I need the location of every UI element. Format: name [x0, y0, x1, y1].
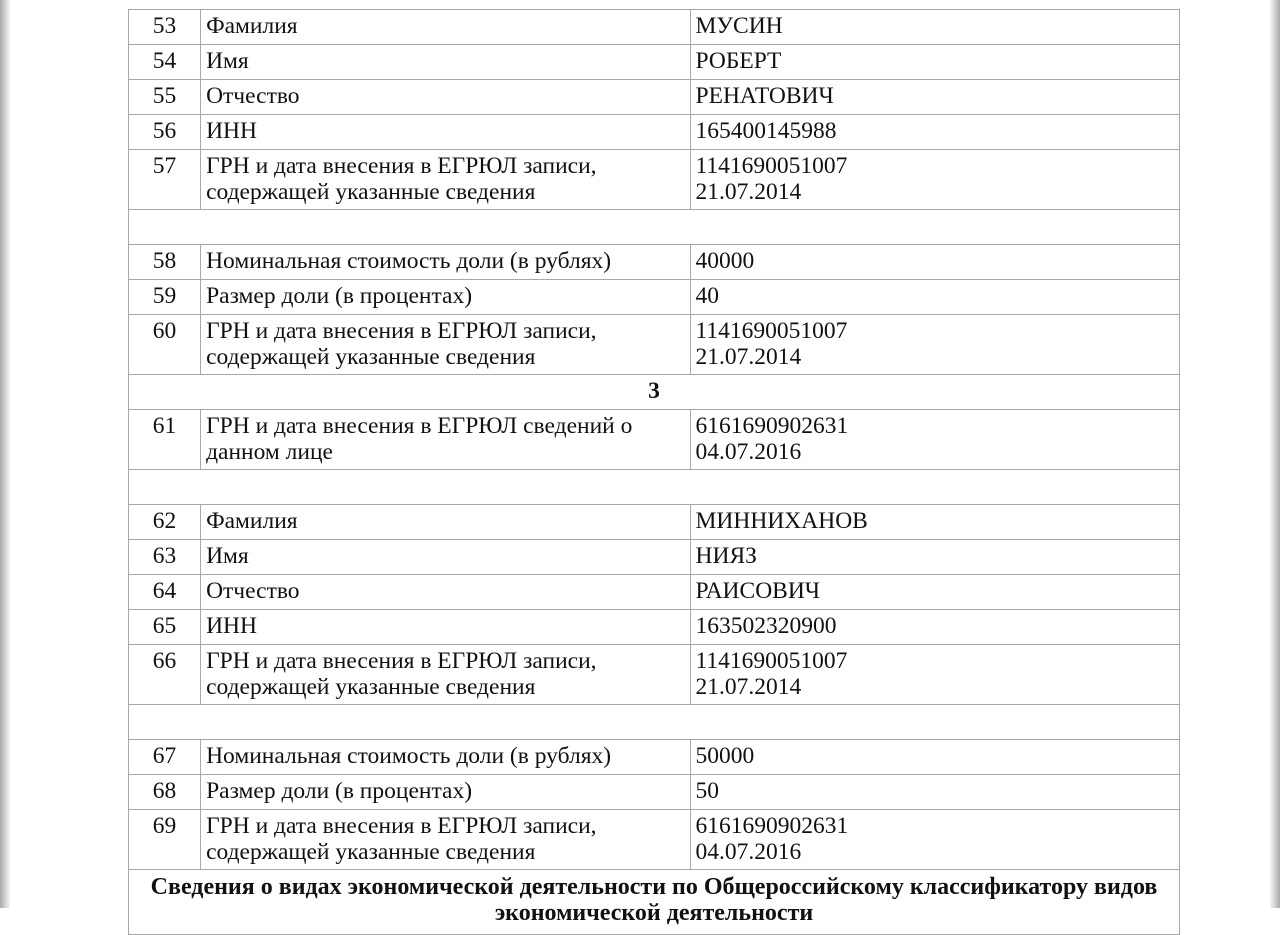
participant-group-header-row [129, 375, 1180, 410]
row-number-cell [129, 80, 201, 115]
field-value-line: 21.07.2014 [695, 674, 802, 700]
field-value [696, 10, 1176, 39]
field-name-cell [201, 115, 690, 150]
table-row [129, 540, 1180, 575]
field-value [696, 45, 1176, 74]
table-row [129, 245, 1180, 280]
field-value-cell [690, 315, 1179, 375]
row-number-cell [129, 775, 201, 810]
participant-group-number: 3 [648, 378, 660, 404]
field-value-cell [690, 610, 1179, 645]
field-value-cell [690, 410, 1179, 470]
field-value [696, 775, 1176, 804]
row-number-cell [129, 410, 201, 470]
table-row [129, 45, 1180, 80]
field-value-line: МУСИН [695, 13, 783, 39]
field-name: ИНН [206, 118, 257, 144]
field-name: ИНН [206, 613, 257, 639]
row-number-cell [129, 315, 201, 375]
row-number: 58 [152, 248, 177, 274]
field-value-cell [690, 645, 1179, 705]
table-row [129, 80, 1180, 115]
table-row [129, 505, 1180, 540]
page-edge-left [0, 0, 10, 908]
row-number: 65 [152, 613, 177, 639]
row-number: 59 [152, 283, 177, 309]
field-name-cell [201, 740, 690, 775]
row-number-cell [129, 10, 201, 45]
row-number: 64 [152, 578, 177, 604]
field-value-cell [690, 80, 1179, 115]
table-row [129, 775, 1180, 810]
row-number: 69 [152, 813, 177, 839]
field-value-cell [690, 10, 1179, 45]
field-value-cell [690, 115, 1179, 150]
row-number: 61 [152, 413, 177, 439]
field-value-line: 165400145988 [695, 118, 837, 144]
field-name-cell [201, 10, 690, 45]
field-value-cell [690, 740, 1179, 775]
field-name: Размер доли (в процентах) [206, 778, 473, 804]
field-name: Отчество [206, 83, 300, 109]
field-name-cell [201, 810, 690, 870]
egrul-extract-table [128, 9, 1180, 935]
row-number-cell [129, 610, 201, 645]
field-value-line: 40000 [695, 248, 755, 274]
table-row [129, 810, 1180, 870]
field-value-cell [690, 280, 1179, 315]
spacer-cell [129, 705, 1180, 740]
field-value-line: 04.07.2016 [695, 439, 802, 465]
field-name-cell [201, 245, 690, 280]
field-name-cell [201, 410, 690, 470]
field-value-line: РЕНАТОВИЧ [695, 83, 834, 109]
field-value-cell [690, 245, 1179, 280]
field-name: Фамилия [206, 508, 298, 534]
field-name-cell [201, 80, 690, 115]
field-name: ГРН и дата внесения в ЕГРЮЛ сведений о данном лице [206, 413, 633, 465]
row-number: 57 [152, 153, 177, 179]
spacer-cell [129, 210, 1180, 245]
field-value [696, 505, 1176, 534]
field-value-cell [690, 810, 1179, 870]
field-name: Номинальная стоимость доли (в рублях) [206, 743, 612, 769]
field-name: ГРН и дата внесения в ЕГРЮЛ записи, содержащей указанные сведения [206, 648, 597, 700]
field-name-cell [201, 645, 690, 705]
row-number: 62 [152, 508, 177, 534]
field-value [696, 740, 1176, 769]
field-value-line: РАИСОВИЧ [695, 578, 821, 604]
table-row [129, 115, 1180, 150]
field-value-line: 04.07.2016 [695, 839, 802, 865]
field-name-cell [201, 150, 690, 210]
row-number-cell [129, 810, 201, 870]
row-number-cell [129, 245, 201, 280]
field-name: Номинальная стоимость доли (в рублях) [206, 248, 612, 274]
field-value-cell [690, 575, 1179, 610]
participant-group-number-cell [129, 375, 1180, 410]
field-name: Фамилия [206, 13, 298, 39]
row-number-cell [129, 280, 201, 315]
field-value-line: 1141690051007 [695, 318, 848, 344]
field-name: Имя [206, 48, 249, 74]
section-heading-row [129, 870, 1180, 935]
field-value-line: 1141690051007 [695, 153, 848, 179]
row-number: 68 [152, 778, 177, 804]
field-name-cell [201, 315, 690, 375]
field-name: Размер доли (в процентах) [206, 283, 473, 309]
field-value-cell [690, 540, 1179, 575]
row-number: 66 [152, 648, 177, 674]
field-value-line: 1141690051007 [695, 648, 848, 674]
row-number-cell [129, 150, 201, 210]
field-value-line: 21.07.2014 [695, 179, 802, 205]
table-spacer-row [129, 470, 1180, 505]
table-row [129, 740, 1180, 775]
field-name: ГРН и дата внесения в ЕГРЮЛ записи, содержащей указанные сведения [206, 153, 597, 205]
field-name: Отчество [206, 578, 300, 604]
field-name: Имя [206, 543, 249, 569]
table-spacer-row [129, 705, 1180, 740]
field-value [696, 410, 1176, 465]
row-number: 53 [152, 13, 177, 39]
field-value [696, 645, 1176, 700]
field-name: ГРН и дата внесения в ЕГРЮЛ записи, содержащей указанные сведения [206, 318, 597, 370]
field-value-line: 50000 [695, 743, 755, 769]
row-number: 55 [152, 83, 177, 109]
field-value-line: 6161690902631 [695, 813, 849, 839]
table-spacer-row [129, 210, 1180, 245]
field-value [696, 245, 1176, 274]
row-number-cell [129, 505, 201, 540]
table-row [129, 575, 1180, 610]
field-value [696, 150, 1176, 205]
field-value-line: РОБЕРТ [695, 48, 782, 74]
table-row [129, 280, 1180, 315]
page-edge-right [1270, 0, 1280, 908]
table-row [129, 150, 1180, 210]
field-value [696, 115, 1176, 144]
section-heading-cell [129, 870, 1180, 935]
field-name-cell [201, 45, 690, 80]
field-value-line: 40 [695, 283, 720, 309]
row-number-cell [129, 115, 201, 150]
row-number: 56 [152, 118, 177, 144]
table-row [129, 410, 1180, 470]
table-row [129, 610, 1180, 645]
field-value-line: 21.07.2014 [695, 344, 802, 370]
table-row [129, 645, 1180, 705]
field-name-cell [201, 505, 690, 540]
row-number-cell [129, 540, 201, 575]
section-heading: Сведения о видах экономической деятельности по Общероссийскому классификатору видов экономической деятельности [150, 874, 1158, 926]
field-value [696, 810, 1176, 865]
field-value-cell [690, 775, 1179, 810]
row-number-cell [129, 575, 201, 610]
spacer-cell [129, 470, 1180, 505]
field-name-cell [201, 575, 690, 610]
row-number-cell [129, 740, 201, 775]
field-name: ГРН и дата внесения в ЕГРЮЛ записи, содержащей указанные сведения [206, 813, 597, 865]
field-value [696, 610, 1176, 639]
row-number: 60 [152, 318, 177, 344]
field-value-line: МИННИХАНОВ [695, 508, 868, 534]
table-body [129, 10, 1180, 935]
field-value-line: 50 [695, 778, 720, 804]
row-number: 63 [152, 543, 177, 569]
row-number: 54 [152, 48, 177, 74]
row-number: 67 [152, 743, 177, 769]
field-name-cell [201, 610, 690, 645]
field-value-line: 163502320900 [695, 613, 837, 639]
field-value [696, 315, 1176, 370]
field-value-cell [690, 150, 1179, 210]
field-value [696, 280, 1176, 309]
table-row [129, 10, 1180, 45]
field-value-cell [690, 505, 1179, 540]
field-name-cell [201, 775, 690, 810]
field-name-cell [201, 540, 690, 575]
row-number-cell [129, 645, 201, 705]
field-value-cell [690, 45, 1179, 80]
field-name-cell [201, 280, 690, 315]
field-value-line: 6161690902631 [695, 413, 849, 439]
table-row [129, 315, 1180, 375]
field-value [696, 575, 1176, 604]
field-value-line: НИЯЗ [695, 543, 757, 569]
field-value [696, 80, 1176, 109]
field-value [696, 540, 1176, 569]
row-number-cell [129, 45, 201, 80]
